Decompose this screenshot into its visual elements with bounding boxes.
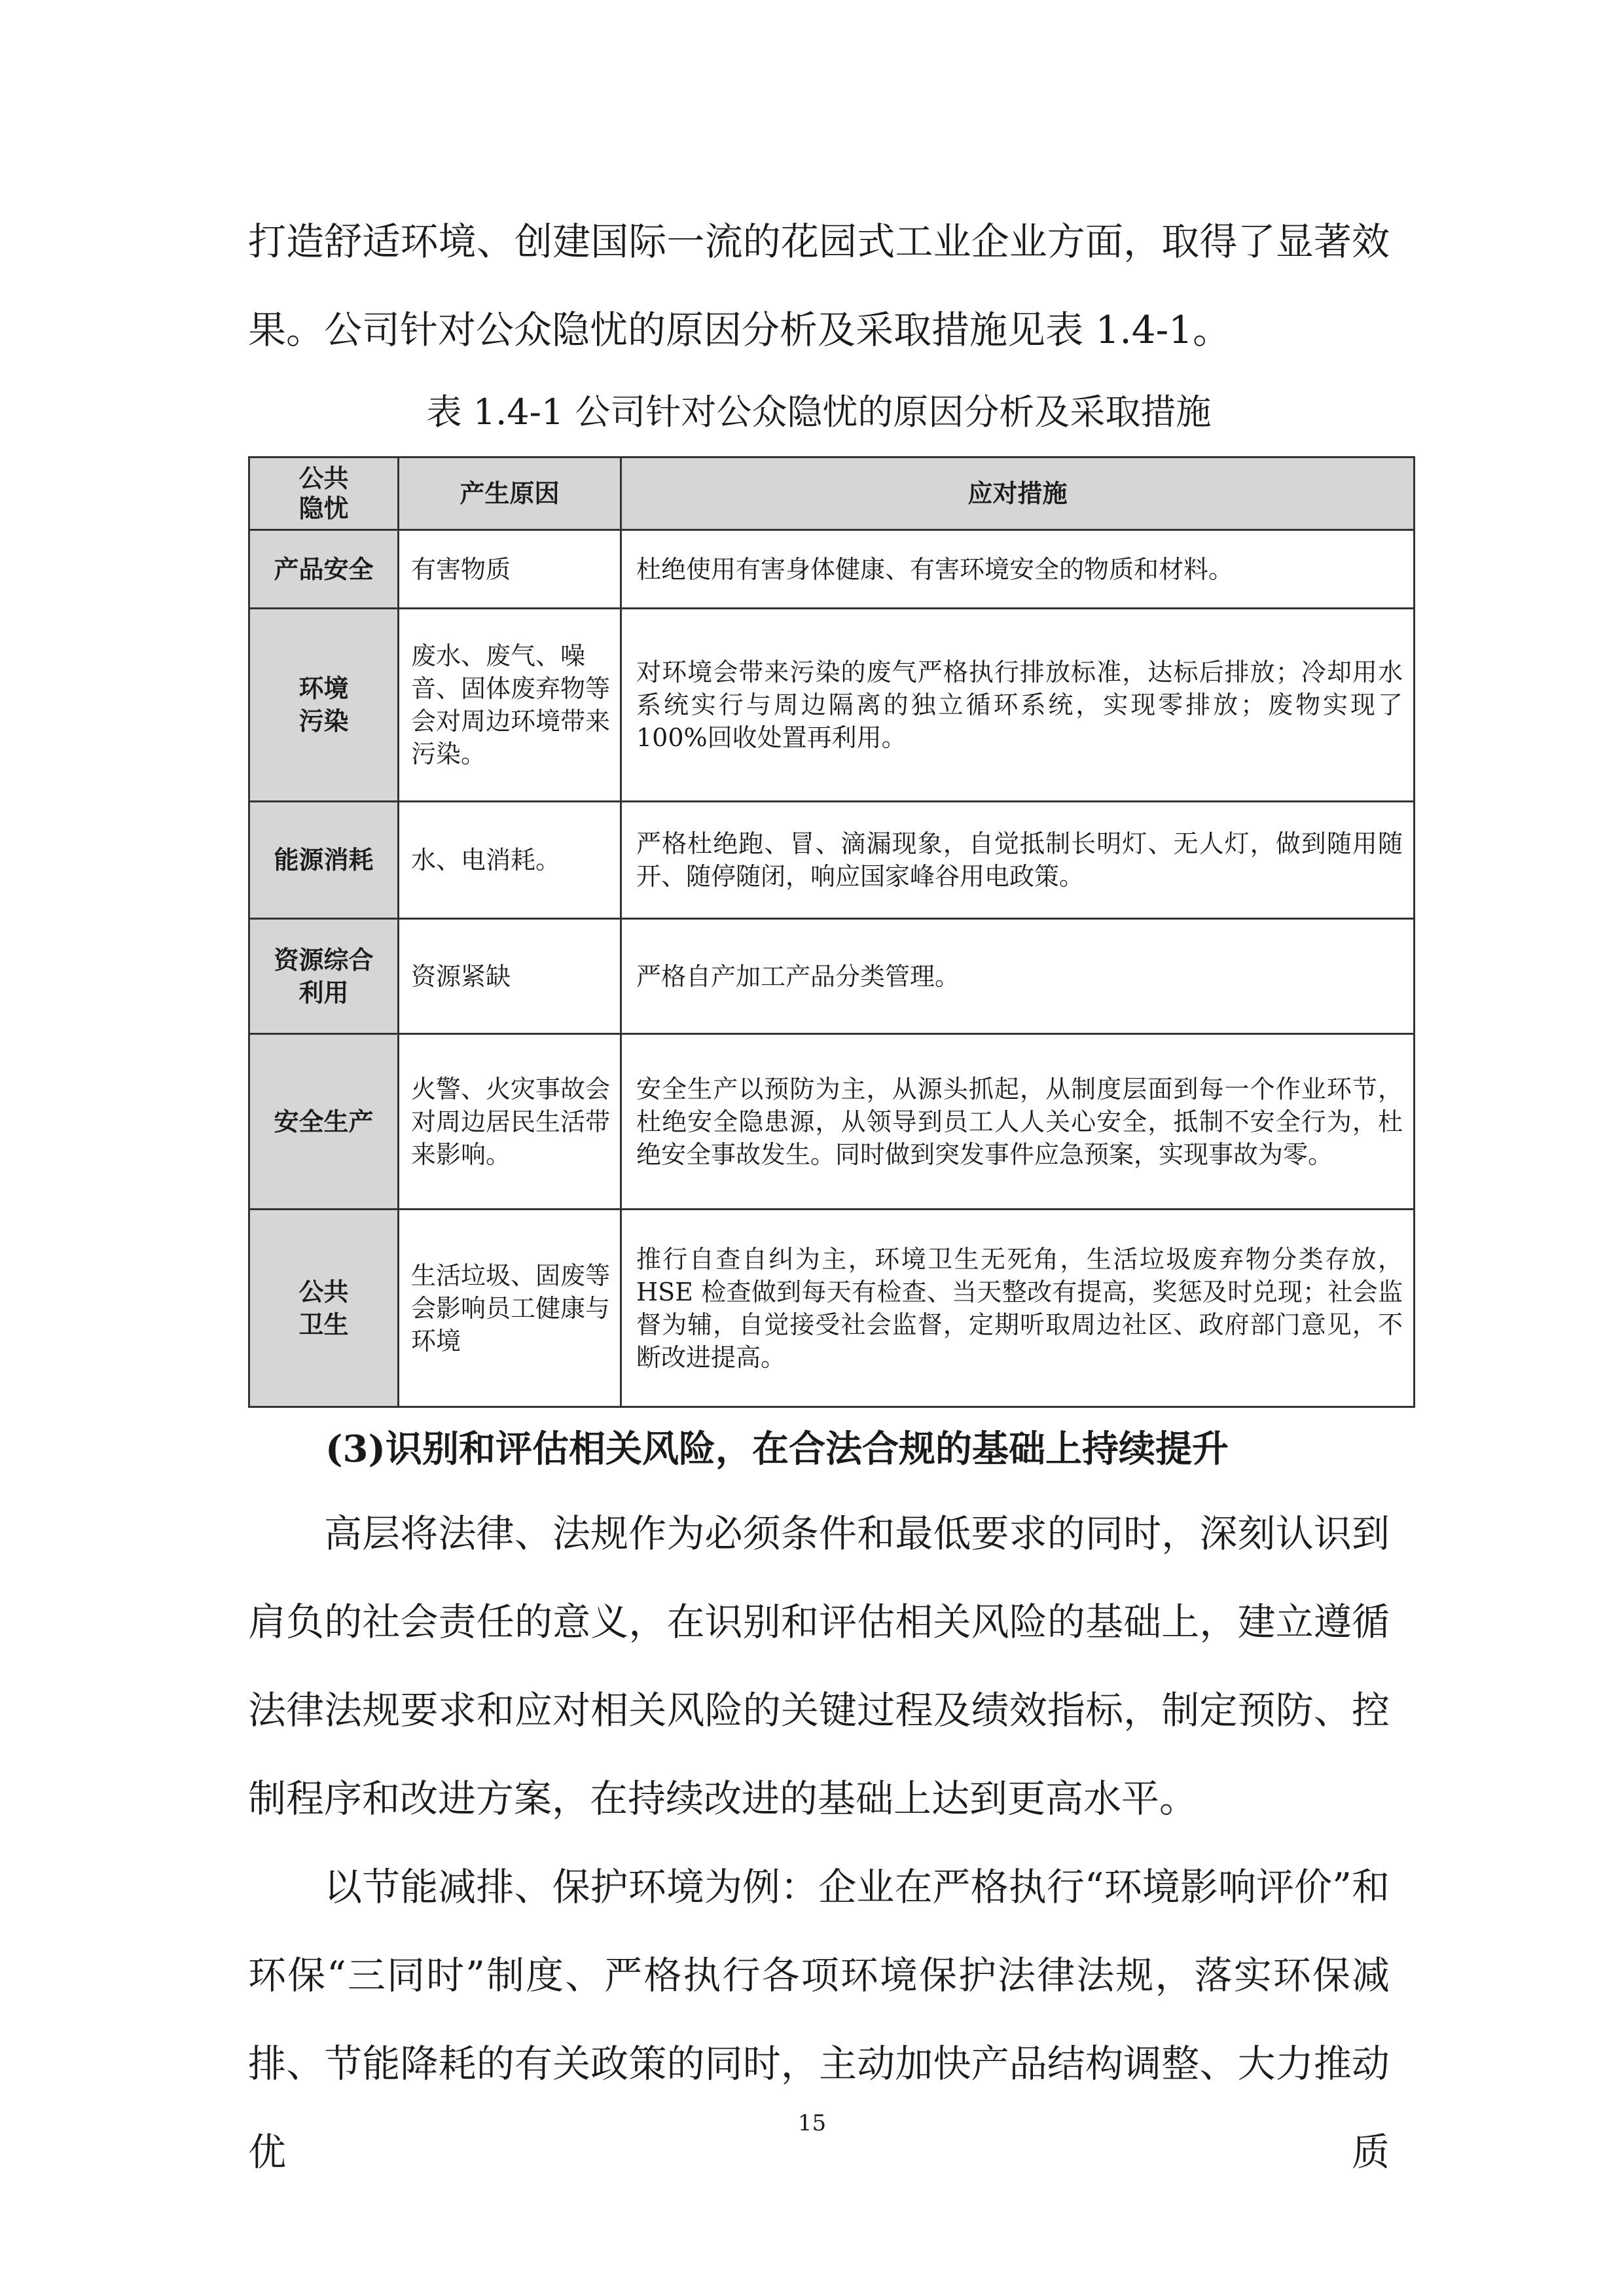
page-number: 15 [797,2110,827,2136]
concern-line-1: 资源综合 [274,944,374,975]
measure-cell: 对环境会带来污染的废气严格执行排放标准，达标后排放；冷却用水系统实行与周边隔离的独立循环系统，实现零排放；废物实现了 100%回收处置再利用。 [621,609,1415,802]
paragraph-legal-compliance: 高层将法律、法规作为必须条件和最低要求的同时，深刻认识到肩负的社会责任的意义，在识别和评估相关风险的基础上，建立遵循法律法规要求和应对相关风险的关键过程及绩效指标，制定预防、控制程序和改进方案，在持续改进的基础上达到更高水平。 [248,1511,1390,1821]
table-row [249,1034,1415,1210]
concern-cell [249,1210,399,1407]
concern-line-2: 卫生 [298,1309,349,1339]
intro-line-2: 果。公司针对公众隐忧的原因分析及采取措施见表 1.4-1。 [248,308,1231,352]
reason-cell: 资源紧缺 [399,919,621,1034]
reason-cell: 有害物质 [399,530,621,609]
table-row [249,1210,1415,1407]
concern-cell: 产品安全 [249,530,399,609]
header-concern-line-2: 隐忧 [298,493,349,523]
reason-cell: 生活垃圾、固废等会影响员工健康与环境 [399,1210,621,1407]
intro-line-1: 打造舒适环境、创建国际一流的花园式工业企业方面，取得了显著效 [248,219,1390,264]
concern-line-2: 利用 [298,977,349,1007]
section-heading: (3)识别和评估相关风险，在合法合规的基础上持续提升 [325,1427,1229,1471]
reason-cell: 水、电消耗。 [399,802,621,919]
measure-cell: 推行自查自纠为主，环境卫生无死角，生活垃圾废弃物分类存放，HSE 检查做到每天有检查、当天整改有提高，奖惩及时兑现；社会监督为辅，自觉接受社会监督，定期听取周边社区、政府部门意见，不断改进提高。 [621,1210,1415,1407]
measure-cell: 安全生产以预防为主，从源头抓起，从制度层面到每一个作业环节，杜绝安全隐患源，从领导到员工人人关心安全，抵制不安全行为，杜绝安全事故发生。同时做到突发事件应急预案，实现事故为零。 [621,1034,1415,1210]
paragraph-energy-saving: 以节能减排、保护环境为例：企业在严格执行“环境影响评价”和环保“三同时”制度、严格执行各项环境保护法律法规，落实环保减排、节能降耗的有关政策的同时，主动加快产品结构调整、大力推动优质 [248,1865,1390,2174]
header-concern [249,457,399,530]
concern-line-1: 公共 [298,1276,349,1306]
table-row [249,609,1415,802]
measure-cell: 严格杜绝跑、冒、滴漏现象，自觉抵制长明灯、无人灯，做到随用随开、随停随闭，响应国家峰谷用电政策。 [621,802,1415,919]
table-row [249,802,1415,919]
concern-cell: 能源消耗 [249,802,399,919]
concern-cell: 安全生产 [249,1034,399,1210]
table-header-row [249,457,1415,530]
concern-cell [249,609,399,802]
table-caption: 表 1.4-1 公司针对公众隐忧的原因分析及采取措施 [426,391,1212,433]
reason-cell: 废水、废气、噪音、固体废弃物等会对周边环境带来污染。 [399,609,621,802]
measure-cell: 严格自产加工产品分类管理。 [621,919,1415,1034]
concern-measures-table [248,456,1415,1408]
header-measure: 应对措施 [621,457,1415,530]
measure-cell: 杜绝使用有害身体健康、有害环境安全的物质和材料。 [621,530,1415,609]
table-row [249,530,1415,609]
concern-cell [249,919,399,1034]
concern-line-1: 环境 [298,673,349,703]
header-reason: 产生原因 [399,457,621,530]
reason-cell: 火警、火灾事故会对周边居民生活带来影响。 [399,1034,621,1210]
concern-line-2: 污染 [298,706,349,736]
header-concern-line-1: 公共 [298,463,349,493]
table-row [249,919,1415,1034]
